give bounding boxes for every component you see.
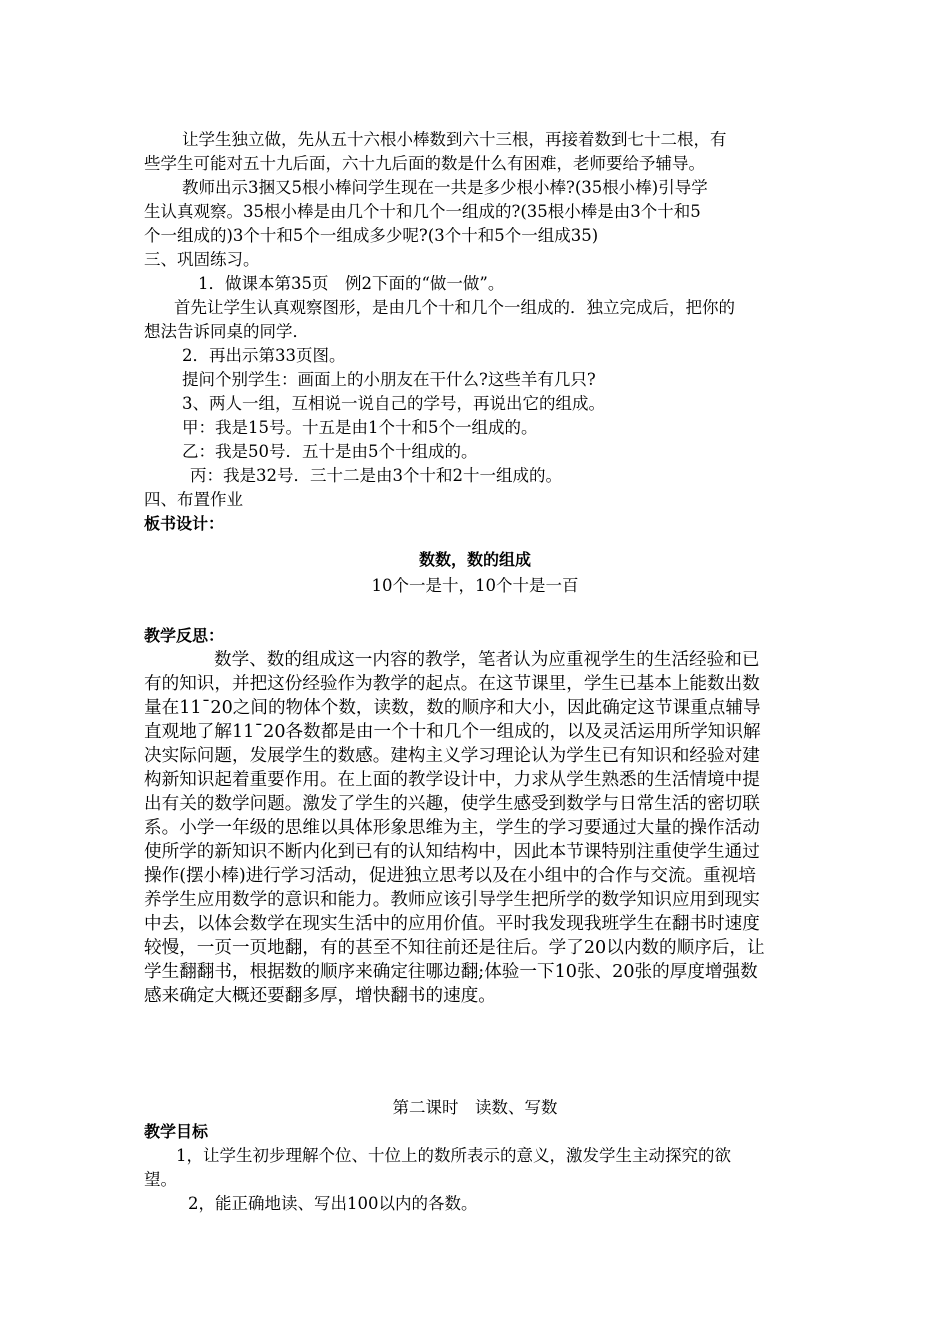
paragraph-line: 丙：我是32号．三十二是由3个十和2十一组成的。 [190,466,562,485]
paragraph-line: 教师出示3捆又5根小棒问学生现在一共是多少根小棒?(35根小棒)引导学 [182,178,708,197]
reflection-line: 操作(摆小棒)进行学习活动，促进独立思考以及在小组中的合作与交流。重视培 [144,866,756,886]
reflection-line: 系。小学一年级的思维以具体形象思维为主，学生的学习要通过大量的操作活动 [144,818,760,838]
goals-heading: 教学目标 [144,1122,209,1141]
reflection-line: 有的知识，并把这份经验作为教学的起点。在这节课里，学生已基本上能数出数 [144,674,760,694]
section-heading: 四、布置作业 [144,490,243,509]
lesson-title: 第二课时 读数、写数 [392,1098,558,1117]
reflection-line: 决实际问题，发展学生的数感。建构主义学习理论认为学生已有知识和经验对建 [144,746,760,766]
reflection-line: 感来确定大概还要翻多厚，增快翻书的速度。 [144,986,496,1006]
reflection-heading: 教学反思： [144,626,225,645]
reflection-line: 中去，以体会数学在现实生活中的应用价值。平时我发现我班学生在翻书时速度 [144,914,760,934]
paragraph-line: 让学生独立做，先从五十六根小棒数到六十三根，再接着数到七十二根，有 [182,130,727,149]
paragraph-line: 乙：我是50号．五十是由5个十组成的。 [182,442,478,461]
board-design-heading: 板书设计： [144,514,225,533]
paragraph-line: 个一组成的)3个十和5个一组成多少呢?(3个十和5个一组成35) [144,226,599,245]
reflection-line: 较慢，一页一页地翻，有的甚至不知往前还是往后。学了20以内数的顺序后，让 [144,938,765,958]
paragraph-line: 首先让学生认真观察图形，是由几个十和几个一组成的．独立完成后，把你的 [174,298,735,317]
paragraph-line: 些学生可能对五十九后面，六十九后面的数是什么有困难，老师要给予辅导。 [144,154,705,173]
paragraph-line: 生认真观察。35根小棒是由几个十和几个一组成的?(35根小棒是由3个十和5 [144,202,701,221]
reflection-line: 直观地了解11¯20各数都是由一个十和几个一组成的，以及灵活运用所学知识解 [144,722,761,742]
board-design-title: 数数，数的组成 [418,550,531,569]
paragraph-line: 提问个别学生：画面上的小朋友在干什么?这些羊有几只? [182,370,596,389]
paragraph-line: 1．做课本第35页 例2下面的“做一做”。 [198,274,505,293]
goal-line: 望。 [144,1170,177,1189]
paragraph-line: 想法告诉同桌的同学． [144,322,309,341]
reflection-line: 出有关的数学问题。激发了学生的兴趣，使学生感受到数学与日常生活的密切联 [144,794,760,814]
reflection-line: 使所学的新知识不断内化到已有的认知结构中，因此本节课特别注重使学生通过 [144,842,760,862]
reflection-line: 养学生应用数学的意识和能力。教师应该引导学生把所学的数学知识应用到现实 [144,890,760,910]
reflection-line: 构新知识起着重要作用。在上面的教学设计中，力求从学生熟悉的生活情境中提 [144,770,760,790]
board-design-subtitle: 10个一是十，10个十是一百 [371,576,579,595]
section-heading: 三、巩固练习。 [144,250,260,269]
paragraph-line: 甲：我是15号。十五是由1个十和5个一组成的。 [182,418,538,437]
paragraph-line: 2．再出示第33页图。 [182,346,346,365]
paragraph-line: 3、两人一组，互相说一说自己的学号，再说出它的组成。 [182,394,605,413]
reflection-line: 量在11¯20之间的物体个数，读数，数的顺序和大小，因此确定这节课重点辅导 [144,698,761,718]
reflection-line: 学生翻翻书，根据数的顺序来确定往哪边翻;体验一下10张、20张的厚度增强数 [144,962,758,982]
goal-line: 2，能正确地读、写出100以内的各数。 [188,1194,478,1213]
reflection-line: 数学、数的组成这一内容的教学，笔者认为应重视学生的生活经验和已 [214,650,760,670]
goal-line: 1，让学生初步理解个位、十位上的数所表示的意义，激发学生主动探究的欲 [176,1146,731,1165]
